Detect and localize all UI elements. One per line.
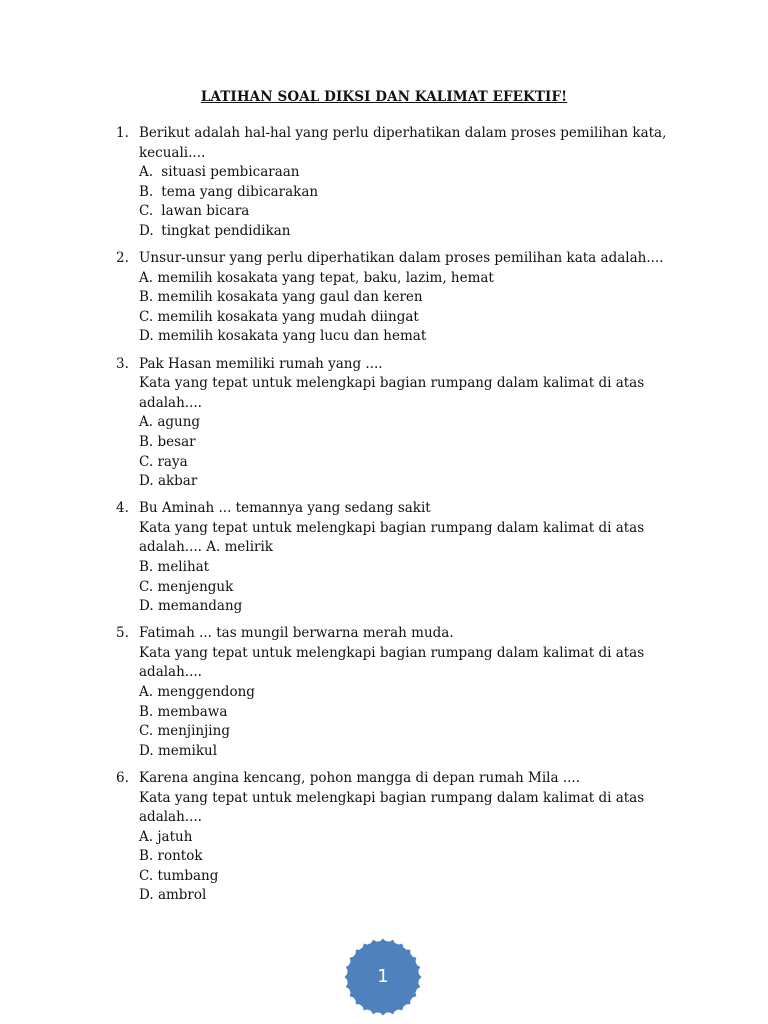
option-letter: B. [139,433,154,450]
question-text: Kata yang tepat untuk melengkapi bagian rumpang dalam kalimat di atas [139,644,645,661]
answer-option [139,472,676,492]
answer-option [139,163,676,183]
answer-option [139,202,676,222]
option-letter: C. [139,867,154,884]
option-letter: A. [139,269,154,286]
option-text: rontok [157,848,203,865]
option-letter: A. [139,414,154,431]
option-text: melihat [157,558,210,575]
option-letter: C. [139,308,154,325]
answer-options [139,163,676,241]
question-text: Karena angina kencang, pohon mangga di depan rumah Mila .... [139,769,580,786]
question-number: 5. [116,625,129,642]
question-item [116,499,676,617]
question-number: 1. [116,125,129,141]
question-item [116,624,676,761]
answer-options [139,413,676,491]
answer-option [139,703,676,723]
answer-option [139,222,676,242]
question-text: adalah.... A. melirik [139,539,273,556]
option-letter: C. [139,203,154,220]
question-text: Fatimah ... tas mungil berwarna merah muda. [139,625,454,642]
option-letter: D. [139,742,154,759]
answer-option [139,828,676,848]
option-text: raya [157,453,188,470]
question-text: adalah.... [139,664,202,681]
option-letter: B. [139,848,154,865]
answer-option [139,742,676,762]
option-text: besar [157,433,196,450]
option-text: menjenguk [157,578,234,595]
option-text: menjinjing [157,723,230,740]
question-text: Bu Aminah ... temannya yang sedang sakit [139,500,431,517]
option-letter: D. [139,598,154,615]
question-number: 6. [116,769,129,786]
option-letter: B. [139,558,154,575]
answer-option [139,558,676,578]
option-text: memilih kosakata yang tepat, baku, lazim, hemat [157,269,494,286]
answer-option [139,722,676,742]
option-letter: A. [139,164,154,181]
option-text: lawan bicara [161,203,250,220]
question-text: Pak Hasan memiliki rumah yang .... [139,355,383,372]
question-item [116,769,676,906]
option-text: tumbang [157,867,219,884]
option-text: menggendong [157,684,255,701]
answer-option [139,683,676,703]
question-text: Kata yang tepat untuk melengkapi bagian rumpang dalam kalimat di atas [139,519,645,536]
option-letter: D. [139,222,154,239]
answer-option [139,578,676,598]
document-title: LATIHAN SOAL DIKSI DAN KALIMAT EFEKTIF! [200,89,568,105]
question-text: Unsur-unsur yang perlu diperhatikan dalam proses pemilihan kata adalah.... [139,250,664,267]
question-item [116,249,676,347]
page-number-badge [344,938,422,1016]
option-text: memandang [157,598,243,615]
question-text: adalah.... [139,809,202,826]
question-number: 2. [116,250,129,267]
option-letter: D. [139,328,154,345]
answer-option [139,847,676,867]
question-text: Kata yang tepat untuk melengkapi bagian rumpang dalam kalimat di atas [139,789,645,806]
option-letter: D. [139,887,154,904]
option-letter: B. [139,183,154,200]
question-text: Kata yang tepat untuk melengkapi bagian rumpang dalam kalimat di atas [139,375,645,392]
option-letter: B. [139,703,154,720]
option-text: memikul [157,742,218,759]
question-text: adalah.... [139,394,202,411]
page-number: 1 [377,966,389,987]
option-text: memilih kosakata yang mudah diingat [157,308,419,325]
answer-options [139,683,676,761]
question-text: kecuali.... [139,144,206,161]
option-letter: A. [139,684,154,701]
question-item [116,124,676,242]
option-letter: B. [139,289,154,306]
option-letter: C. [139,578,154,595]
option-letter: D. [139,473,154,490]
answer-options [139,558,676,617]
answer-option [139,308,676,328]
option-letter: A. [139,828,154,845]
question-list [116,124,676,914]
option-letter: C. [139,723,154,740]
answer-option [139,597,676,617]
option-text: jatuh [157,828,193,845]
question-number: 4. [116,500,129,517]
answer-option [139,269,676,289]
option-text: agung [157,414,201,431]
option-text: akbar [157,473,198,490]
answer-options [139,828,676,906]
answer-option [139,413,676,433]
answer-option [139,433,676,453]
option-text: membawa [157,703,228,720]
option-text: situasi pembicaraan [161,164,300,181]
option-text: memilih kosakata yang lucu dan hemat [157,328,427,345]
answer-options [139,269,676,347]
question-text: Berikut adalah hal-hal yang perlu diperhatikan dalam proses pemilihan kata, [139,125,667,141]
option-text: tema yang dibicarakan [161,183,319,200]
answer-option [139,327,676,347]
option-text: memilih kosakata yang gaul dan keren [157,289,423,306]
question-number: 3. [116,355,129,372]
question-item [116,355,676,492]
answer-option [139,183,676,203]
answer-option [139,288,676,308]
answer-option [139,453,676,473]
answer-option [139,867,676,887]
option-letter: C. [139,453,154,470]
option-text: tingkat pendidikan [161,222,291,239]
answer-option [139,886,676,906]
option-text: ambrol [157,887,207,904]
